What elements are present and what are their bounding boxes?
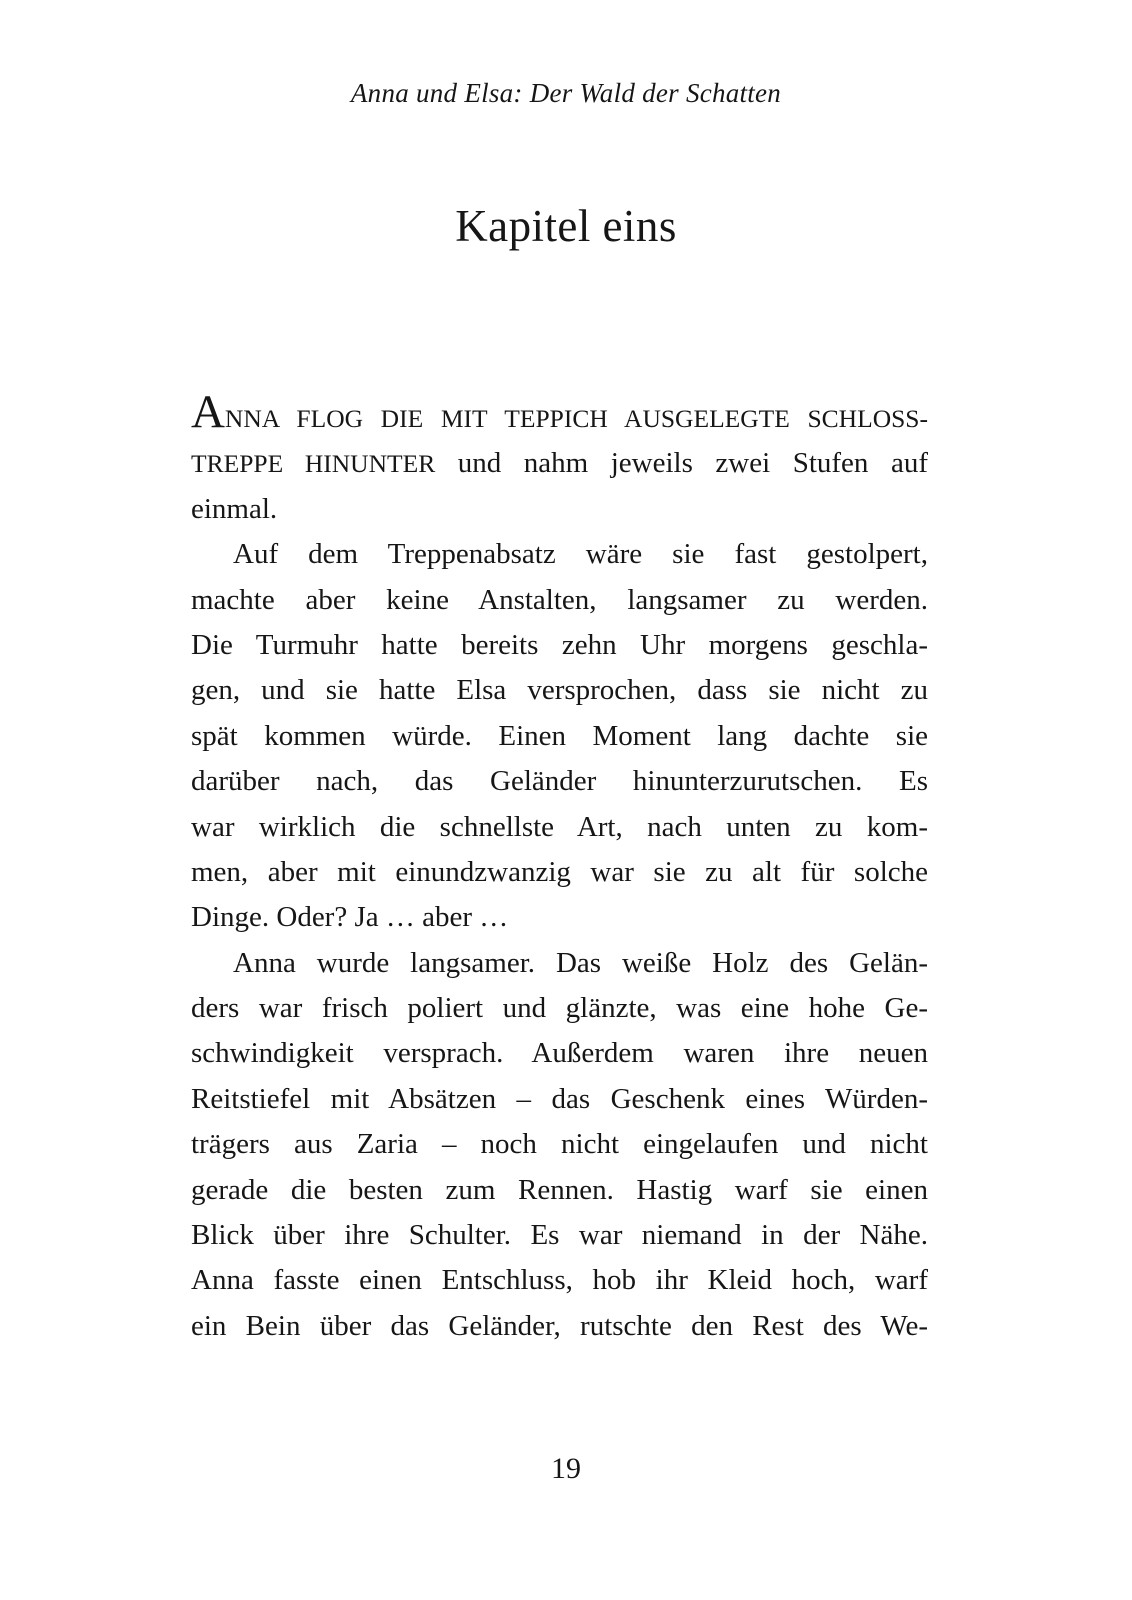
text-segment: schwindigkeit versprach. Außerdem waren ihre neuen bbox=[191, 1037, 928, 1070]
text-segment: Die Turmuhr hatte bereits zehn Uhr morgens geschla- bbox=[191, 628, 928, 661]
text-segment: Anna fasste einen Entschluss, hob ihr Kleid hoch, warf bbox=[191, 1264, 928, 1297]
text-line bbox=[191, 1077, 928, 1122]
text-segment: Anna wurde langsamer. Das weiße Holz des Gelän- bbox=[233, 946, 928, 979]
text-segment: Dinge. Oder? Ja … aber … bbox=[191, 901, 509, 934]
body-text bbox=[191, 396, 928, 1349]
text-line bbox=[191, 441, 928, 486]
text-line bbox=[191, 805, 928, 850]
text-segment: darüber nach, das Geländer hinunterzurutschen. Es bbox=[191, 765, 928, 798]
text-line bbox=[191, 668, 928, 713]
text-segment: war wirklich die schnellste Art, nach unten zu kom- bbox=[191, 810, 928, 843]
running-head: Anna und Elsa: Der Wald der Schatten bbox=[350, 78, 782, 108]
text-line bbox=[191, 1213, 928, 1258]
chapter-title: Kapitel eins bbox=[455, 201, 677, 251]
page-number: 19 bbox=[551, 1452, 581, 1485]
text-line bbox=[191, 895, 928, 940]
text-line bbox=[191, 578, 928, 623]
text-line bbox=[191, 1258, 928, 1303]
text-segment: ein Bein über das Geländer, rutschte den Rest des We- bbox=[191, 1309, 928, 1342]
text-segment: Auf dem Treppenabsatz wäre sie fast gestolpert, bbox=[233, 538, 928, 571]
text-line bbox=[191, 941, 928, 986]
text-line bbox=[191, 759, 928, 804]
text-line bbox=[191, 532, 928, 577]
text-line bbox=[191, 714, 928, 759]
text-segment: gen, und sie hatte Elsa versprochen, dass sie nicht zu bbox=[191, 674, 928, 707]
text-line bbox=[191, 1122, 928, 1167]
text-segment: men, aber mit einundzwanzig war sie zu alt für solche bbox=[191, 855, 928, 888]
text-line bbox=[191, 396, 928, 441]
text-segment: und nahm jeweils zwei Stufen auf bbox=[435, 447, 928, 480]
text-segment: Blick über ihre Schulter. Es war niemand in der Nähe. bbox=[191, 1219, 928, 1252]
text-line bbox=[191, 850, 928, 895]
text-segment: TREPPE HINUNTER bbox=[191, 449, 436, 479]
text-segment: einmal. bbox=[191, 492, 278, 525]
text-line bbox=[191, 1168, 928, 1213]
text-line bbox=[191, 623, 928, 668]
text-segment: spät kommen würde. Einen Moment lang dachte sie bbox=[191, 719, 928, 752]
text-line bbox=[191, 1031, 928, 1076]
text-line bbox=[191, 1304, 928, 1349]
drop-cap: A bbox=[191, 396, 225, 438]
text-segment: ders war frisch poliert und glänzte, was eine hohe Ge- bbox=[191, 992, 928, 1025]
text-segment: gerade die besten zum Rennen. Hastig warf sie einen bbox=[191, 1173, 928, 1206]
text-line bbox=[191, 487, 928, 532]
text-segment: trägers aus Zaria – noch nicht eingelaufen und nicht bbox=[191, 1128, 928, 1161]
text-segment: NNA FLOG DIE MIT TEPPICH AUSGELEGTE SCHLOSS- bbox=[224, 404, 928, 433]
text-line bbox=[191, 986, 928, 1031]
text-segment: Reitstiefel mit Absätzen – das Geschenk eines Würden- bbox=[191, 1082, 928, 1115]
text-segment: machte aber keine Anstalten, langsamer zu werden. bbox=[191, 583, 928, 616]
